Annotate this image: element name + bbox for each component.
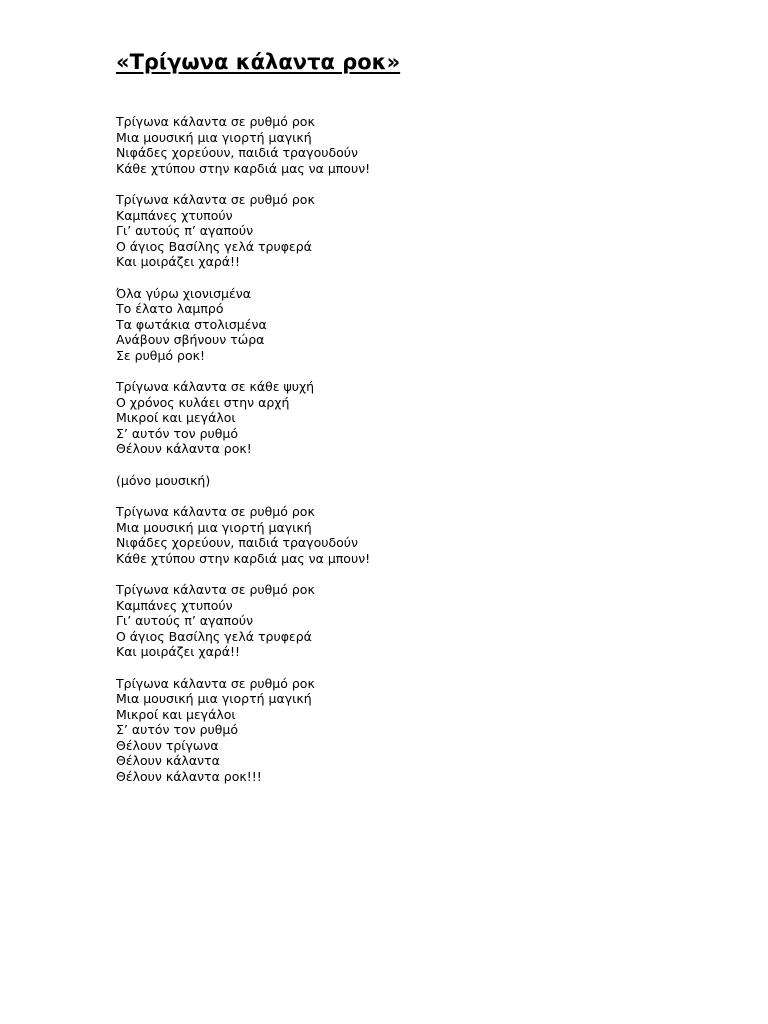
lyrics-line: Κάθε χτύπου στην καρδιά μας να μπουν!: [116, 550, 371, 566]
lyrics-line: Τρίγωνα κάλαντα σε ρυθμό ροκ: [116, 675, 315, 691]
lyrics-line: Τρίγωνα κάλαντα σε ρυθμό ροκ: [116, 582, 315, 597]
lyrics-line: Νιφάδες χορεύουν, παιδιά τραγουδούν: [116, 535, 358, 550]
lyrics-line: Το έλατο λαμπρό: [116, 301, 224, 316]
lyrics-line: Μικροί και μεγάλοι: [116, 410, 236, 425]
lyrics-line: Μια μουσική μια γιορτή μαγική: [116, 691, 312, 706]
lyrics-line: Και μοιράζει χαρά!!: [116, 254, 241, 269]
lyrics-line: Μικροί και μεγάλοι: [116, 706, 236, 722]
lyrics-stanza: [116, 473, 736, 489]
lyrics-line: Τα φωτάκια στολισμένα: [116, 316, 267, 332]
lyrics-line: Ανάβουν σβήνουν τώρα: [116, 332, 265, 347]
lyrics-line: Γι’ αυτούς π’ αγαπούν: [116, 223, 254, 238]
lyrics-line: Ο άγιος Βασίλης γελά τρυφερά: [116, 628, 312, 644]
lyrics-line: Μια μουσική μια γιορτή μαγική: [116, 129, 312, 145]
lyrics-line: Κάθε χτύπου στην καρδιά μας να μπουν!: [116, 160, 371, 176]
lyrics-line: Γι’ αυτούς π’ αγαπούν: [116, 613, 254, 628]
lyrics-line: Τρίγωνα κάλαντα σε κάθε ψυχή: [116, 379, 315, 394]
lyrics-line: Ο άγιος Βασίλης γελά τρυφερά: [116, 238, 312, 254]
lyrics-line: Τρίγωνα κάλαντα σε ρυθμό ροκ: [116, 114, 315, 129]
lyrics-line: Μια μουσική μια γιορτή μαγική: [116, 519, 312, 535]
lyrics-stanza: [116, 582, 736, 660]
lyrics-line: Τρίγωνα κάλαντα σε ρυθμό ροκ: [116, 504, 315, 519]
lyrics-line: Θέλουν κάλαντα ροκ!: [116, 441, 252, 456]
lyrics-stanza: [116, 286, 736, 364]
lyrics-stanza: [116, 676, 736, 785]
lyrics-line: (μόνο μουσική): [116, 472, 211, 488]
document-page: [116, 48, 736, 800]
lyrics-line: Όλα γύρω χιονισμένα: [116, 285, 251, 301]
lyrics-stanza: [116, 379, 736, 457]
lyrics-line: Καμπάνες χτυπούν: [116, 597, 233, 613]
lyrics-line: Νιφάδες χορεύουν, παιδιά τραγουδούν: [116, 145, 358, 160]
lyrics-stanza: [116, 114, 736, 176]
lyrics-line: Θέλουν τρίγωνα: [116, 737, 219, 753]
lyrics-line: Σ’ αυτόν τον ρυθμό: [116, 722, 238, 737]
lyrics-stanza: [116, 504, 736, 566]
lyrics-line: Θέλουν κάλαντα: [116, 753, 220, 768]
lyrics-stanza: [116, 192, 736, 270]
lyrics-line: Σε ρυθμό ροκ!: [116, 347, 205, 363]
lyrics-line: Θέλουν κάλαντα ροκ!!!: [116, 768, 262, 784]
lyrics-line: Καμπάνες χτυπούν: [116, 207, 233, 223]
document-title: «Τρίγωνα κάλαντα ροκ»: [116, 50, 401, 74]
lyrics-line: Σ’ αυτόν τον ρυθμό: [116, 425, 238, 441]
lyrics-line: Και μοιράζει χαρά!!: [116, 644, 241, 659]
lyrics-body: [116, 114, 736, 784]
lyrics-line: Ο χρόνος κυλάει στην αρχή: [116, 394, 290, 410]
lyrics-line: Τρίγωνα κάλαντα σε ρυθμό ροκ: [116, 192, 315, 207]
